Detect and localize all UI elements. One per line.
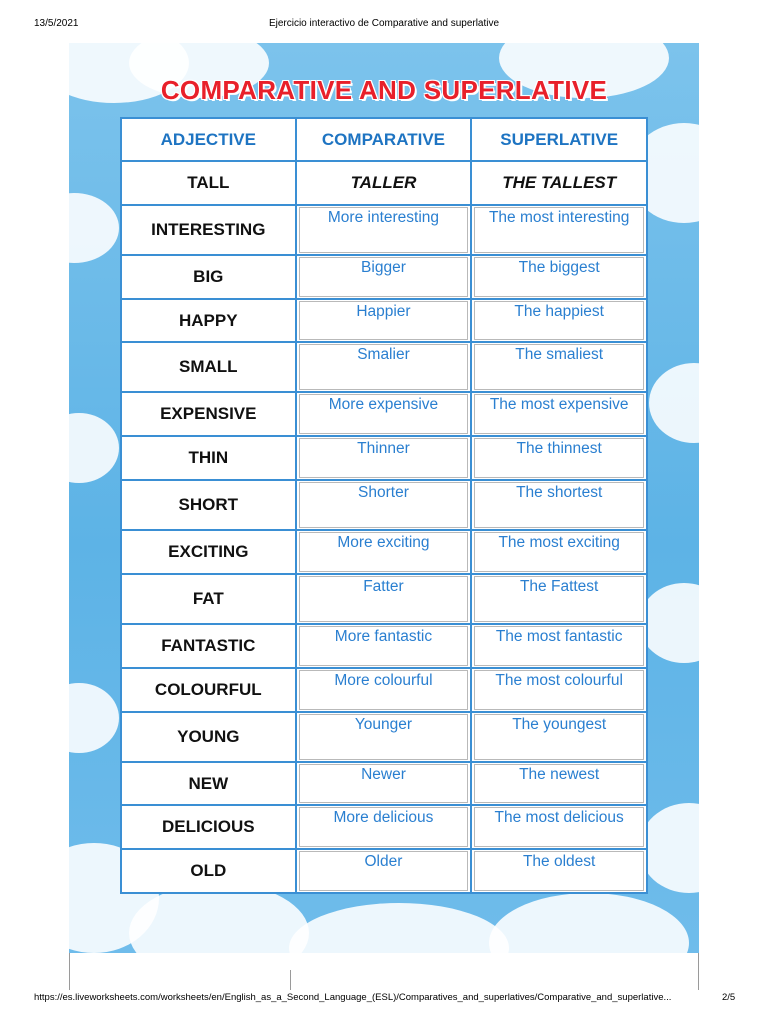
print-url: https://es.liveworksheets.com/worksheets/en/English_as_a_Second_Language_(ESL)/Comparatives_and_superlatives/Comparative_and_superlative...: [34, 992, 672, 1003]
superlative-cell: [471, 205, 647, 255]
table-row: [121, 712, 647, 762]
comparative-answer-field[interactable]: More delicious: [299, 807, 469, 847]
superlative-cell: [471, 342, 647, 392]
adjective-cell: TALL: [121, 161, 296, 205]
comparative-cell: [296, 574, 472, 624]
superlative-cell: [471, 668, 647, 712]
superlative-cell: [471, 299, 647, 342]
superlative-answer-field[interactable]: The happiest: [474, 301, 644, 340]
comparative-answer-field[interactable]: Thinner: [299, 438, 469, 478]
adjective-cell: SHORT: [121, 480, 296, 530]
table-row: [121, 805, 647, 849]
page-edge-line: [698, 953, 699, 990]
cloud-decoration: [639, 803, 699, 893]
column-header-adjective: ADJECTIVE: [121, 118, 296, 161]
table-row: [121, 342, 647, 392]
comparative-cell: [296, 205, 472, 255]
superlative-answer-field[interactable]: The thinnest: [474, 438, 644, 478]
print-date: 13/5/2021: [34, 18, 79, 29]
adjective-cell: HAPPY: [121, 299, 296, 342]
table-row: [121, 574, 647, 624]
superlative-answer-field[interactable]: The youngest: [474, 714, 644, 760]
superlative-answer-field[interactable]: The smaliest: [474, 344, 644, 390]
adjective-cell: OLD: [121, 849, 296, 893]
comparative-answer-field[interactable]: More exciting: [299, 532, 469, 572]
superlative-answer-field[interactable]: The shortest: [474, 482, 644, 528]
superlative-cell: [471, 712, 647, 762]
comparative-cell: [296, 668, 472, 712]
table-row: [121, 299, 647, 342]
table-row: [121, 205, 647, 255]
superlative-cell: [471, 762, 647, 805]
table-row: [121, 255, 647, 299]
comparative-cell: [296, 805, 472, 849]
superlative-cell: [471, 255, 647, 299]
comparative-answer-field[interactable]: Shorter: [299, 482, 469, 528]
superlative-cell: [471, 392, 647, 436]
comparative-answer-field[interactable]: Older: [299, 851, 469, 891]
superlative-answer-field[interactable]: The most fantastic: [474, 626, 644, 666]
adjective-cell: NEW: [121, 762, 296, 805]
superlative-answer-field[interactable]: The newest: [474, 764, 644, 803]
cloud-decoration: [649, 363, 699, 443]
worksheet-title: COMPARATIVE AND SUPERLATIVE: [160, 75, 608, 105]
comparative-answer-field[interactable]: More colourful: [299, 670, 469, 710]
comparative-answer-field[interactable]: More interesting: [299, 207, 469, 253]
comparative-answer-field[interactable]: Newer: [299, 764, 469, 803]
comparative-answer-field[interactable]: Fatter: [299, 576, 469, 622]
example-superlative: THE TALLEST: [471, 161, 647, 205]
table-row: [121, 480, 647, 530]
worksheet: [69, 43, 699, 953]
example-row: [121, 161, 647, 205]
adjective-cell: YOUNG: [121, 712, 296, 762]
adjective-cell: EXCITING: [121, 530, 296, 574]
comparative-answer-field[interactable]: Happier: [299, 301, 469, 340]
comparative-answer-field[interactable]: Younger: [299, 714, 469, 760]
page-edge-line: [69, 953, 70, 990]
comparative-answer-field[interactable]: Bigger: [299, 257, 469, 297]
cloud-decoration: [639, 583, 699, 663]
superlative-answer-field[interactable]: The most exciting: [474, 532, 644, 572]
print-title: Ejercicio interactivo de Comparative and superlative: [268, 18, 500, 29]
superlative-cell: [471, 849, 647, 893]
cloud-decoration: [69, 193, 119, 263]
comparative-cell: [296, 849, 472, 893]
superlative-cell: [471, 480, 647, 530]
superlative-answer-field[interactable]: The Fattest: [474, 576, 644, 622]
comparative-answer-field[interactable]: Smalier: [299, 344, 469, 390]
sheet-bottom-margin: [69, 953, 699, 990]
comparative-cell: [296, 392, 472, 436]
comparison-table: [120, 117, 648, 894]
comparative-cell: [296, 342, 472, 392]
adjective-cell: BIG: [121, 255, 296, 299]
table-row: [121, 849, 647, 893]
comparative-cell: [296, 762, 472, 805]
comparative-cell: [296, 299, 472, 342]
adjective-cell: EXPENSIVE: [121, 392, 296, 436]
adjective-cell: COLOURFUL: [121, 668, 296, 712]
superlative-answer-field[interactable]: The most interesting: [474, 207, 644, 253]
superlative-cell: [471, 574, 647, 624]
comparative-cell: [296, 480, 472, 530]
superlative-cell: [471, 436, 647, 480]
comparative-cell: [296, 255, 472, 299]
table-row: [121, 392, 647, 436]
table-header-row: [121, 118, 647, 161]
superlative-cell: [471, 805, 647, 849]
table-row: [121, 624, 647, 668]
cloud-decoration: [289, 903, 509, 953]
superlative-answer-field[interactable]: The most expensive: [474, 394, 644, 434]
comparative-cell: [296, 436, 472, 480]
cloud-decoration: [489, 893, 689, 953]
adjective-cell: DELICIOUS: [121, 805, 296, 849]
superlative-answer-field[interactable]: The biggest: [474, 257, 644, 297]
page-edge-line: [290, 970, 291, 990]
print-footer: [0, 992, 768, 1006]
superlative-answer-field[interactable]: The most colourful: [474, 670, 644, 710]
column-header-comparative: COMPARATIVE: [296, 118, 472, 161]
table-row: [121, 668, 647, 712]
comparative-answer-field[interactable]: More expensive: [299, 394, 469, 434]
print-header: [0, 18, 768, 32]
adjective-cell: SMALL: [121, 342, 296, 392]
example-comparative: TALLER: [296, 161, 472, 205]
table-row: [121, 436, 647, 480]
comparative-answer-field[interactable]: More fantastic: [299, 626, 469, 666]
column-header-superlative: SUPERLATIVE: [471, 118, 647, 161]
table-row: [121, 530, 647, 574]
comparative-cell: [296, 530, 472, 574]
adjective-cell: INTERESTING: [121, 205, 296, 255]
superlative-cell: [471, 624, 647, 668]
cloud-decoration: [69, 683, 119, 753]
superlative-answer-field[interactable]: The most delicious: [474, 807, 644, 847]
print-page-number: 2/5: [722, 992, 736, 1003]
superlative-answer-field[interactable]: The oldest: [474, 851, 644, 891]
adjective-cell: THIN: [121, 436, 296, 480]
comparative-cell: [296, 712, 472, 762]
cloud-decoration: [69, 413, 119, 483]
table-row: [121, 762, 647, 805]
adjective-cell: FANTASTIC: [121, 624, 296, 668]
superlative-cell: [471, 530, 647, 574]
adjective-cell: FAT: [121, 574, 296, 624]
comparative-cell: [296, 624, 472, 668]
